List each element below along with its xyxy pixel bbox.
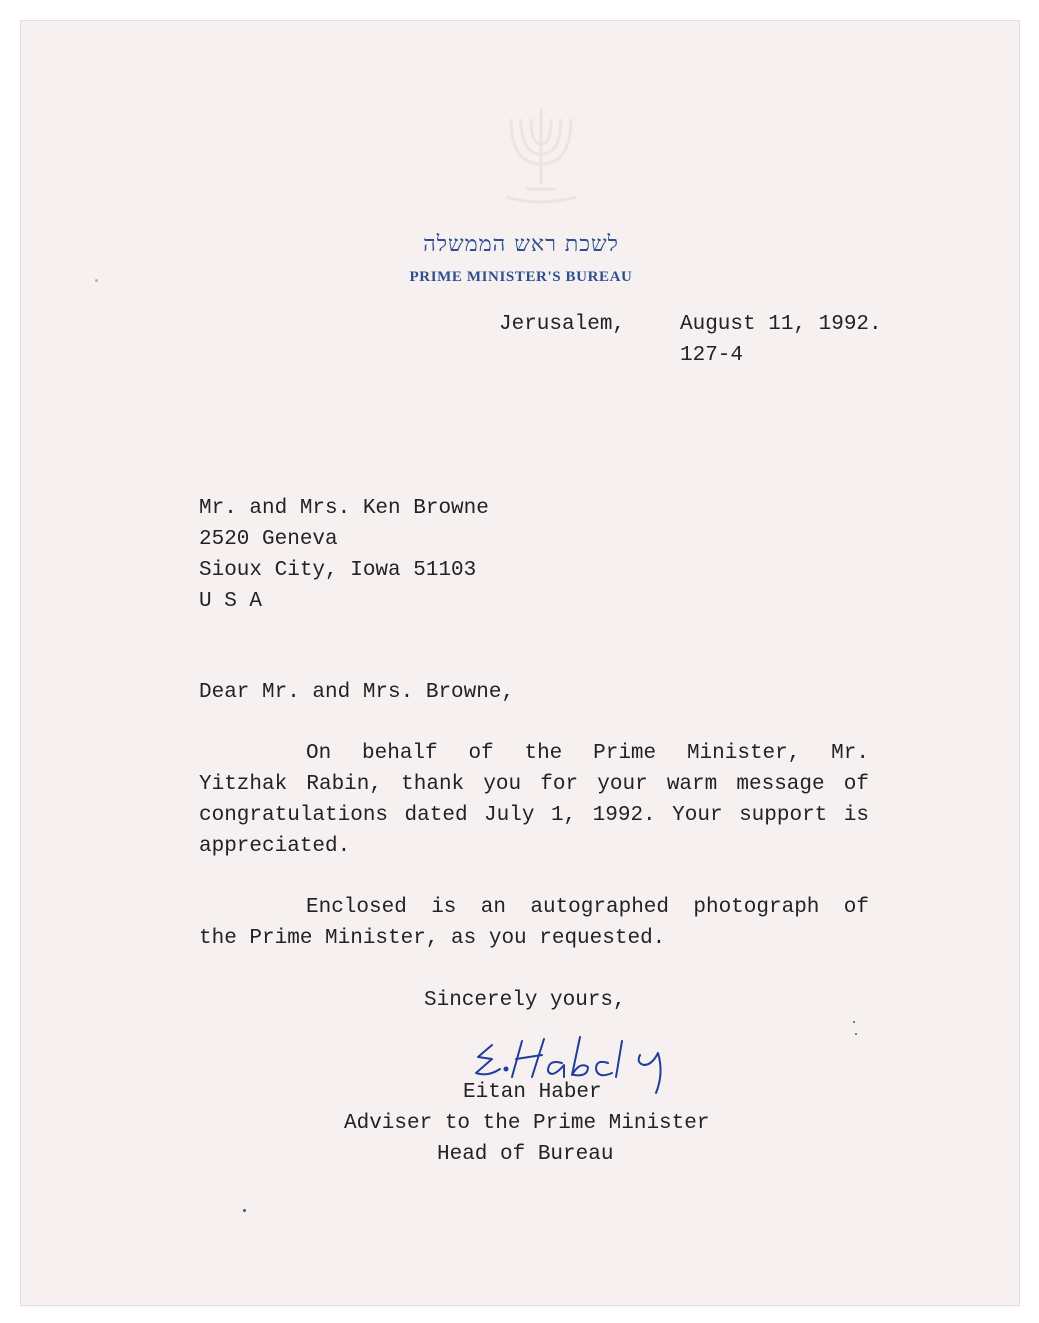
paragraph-line: congratulations dated July 1, 1992. Your support is — [199, 804, 869, 827]
body-paragraph-2 — [199, 892, 869, 954]
paper-speck — [243, 1209, 246, 1212]
dateline-place: Jerusalem, — [499, 313, 626, 336]
paragraph-line: the Prime Minister, as you requested. — [199, 927, 666, 950]
paper-speck — [95, 279, 98, 282]
letterhead-hebrew: לשכת ראש הממשלה — [423, 232, 619, 257]
address-line: Mr. and Mrs. Ken Browne — [199, 497, 489, 520]
salutation: Dear Mr. and Mrs. Browne, — [199, 681, 515, 704]
signer-title: Adviser to the Prime Minister — [344, 1112, 710, 1135]
address-line: U S A — [199, 590, 263, 613]
paragraph-line: appreciated. — [199, 835, 351, 858]
signer-name: Eitan Haber — [463, 1081, 602, 1104]
letterhead-english: PRIME MINISTER'S BUREAU — [409, 269, 633, 285]
letter-page — [21, 21, 1019, 1305]
menorah-emblem-icon — [491, 89, 591, 209]
paper-speck — [853, 1021, 855, 1023]
paragraph-line: On behalf of the Prime Minister, Mr. — [306, 742, 869, 765]
signer-department: Head of Bureau — [437, 1143, 614, 1166]
reference-number: 127-4 — [680, 344, 744, 367]
paragraph-line: Yitzhak Rabin, thank you for your warm message of — [199, 773, 869, 796]
dateline-date: August 11, 1992. — [680, 313, 882, 336]
paper-speck — [855, 1033, 857, 1035]
address-line: 2520 Geneva — [199, 528, 338, 551]
paragraph-line: Enclosed is an autographed photograph of — [306, 896, 869, 919]
closing: Sincerely yours, — [424, 989, 626, 1012]
body-paragraph-1 — [199, 738, 869, 862]
address-line: Sioux City, Iowa 51103 — [199, 559, 477, 582]
